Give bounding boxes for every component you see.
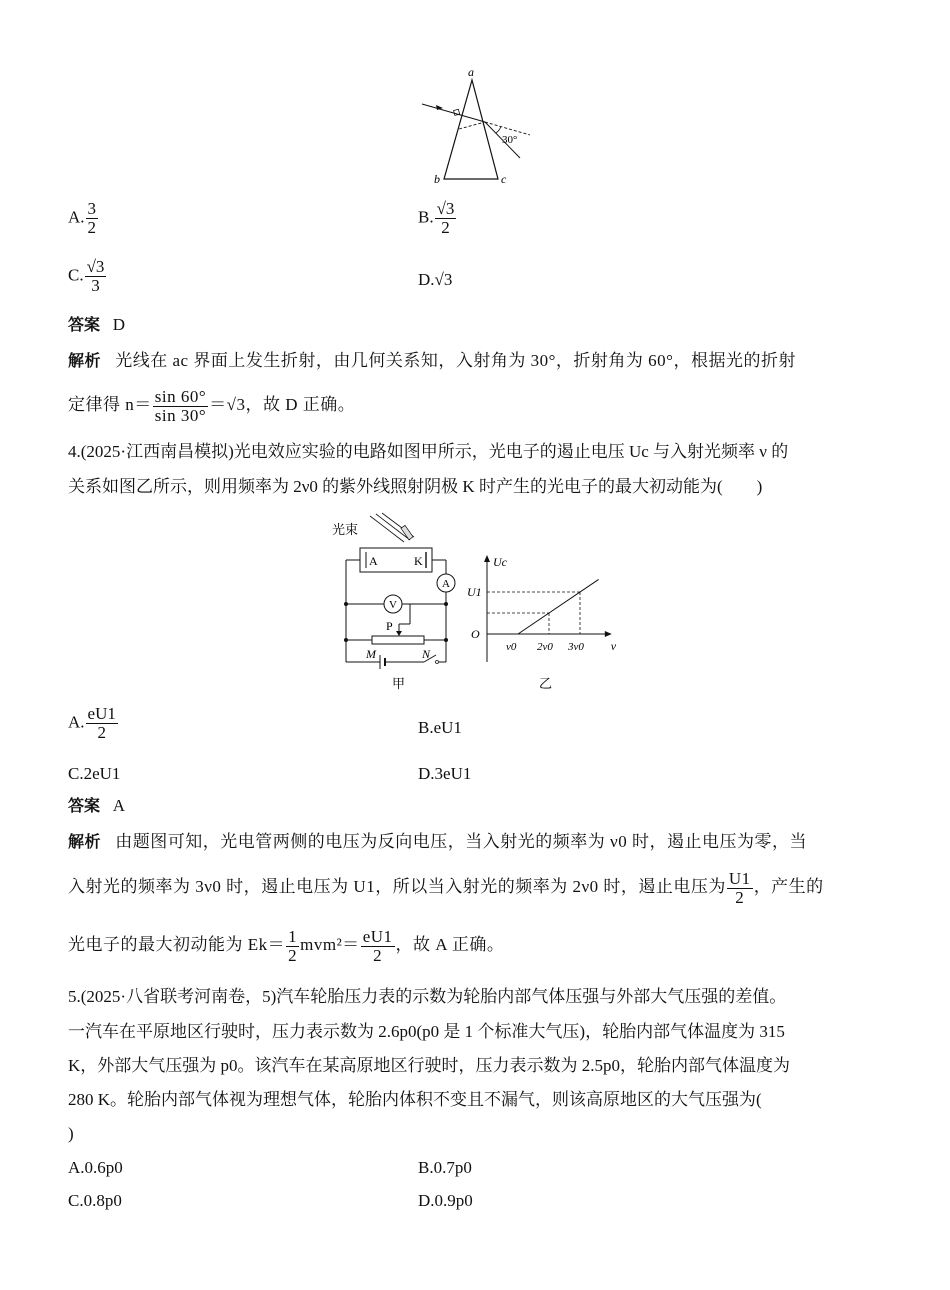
q4-option-b: B.eU1 — [418, 718, 462, 737]
q4-option-a: A. $\frac{eU1}{2}$ — [68, 704, 116, 742]
q4-analysis-line2: 入射光的频率为 3ν0 时，遏止电压为 U1，所以当入射光的频率为 2ν0 时，遏止电压为 $\frac{U1}{2}$ ，产生的 — [68, 868, 824, 907]
ammeter-label: A — [442, 578, 450, 590]
normal-dashed-left — [459, 122, 485, 129]
q5-stem-line5: ) — [68, 1124, 74, 1143]
x-axis-arrow — [605, 631, 612, 637]
cathode-label: K — [414, 554, 423, 568]
circuit-caption: 甲 — [392, 676, 406, 691]
series-line — [518, 579, 599, 634]
q5-option-c: C.0.8p0 — [68, 1191, 122, 1210]
junction-dot — [344, 638, 348, 642]
angle-arc — [496, 126, 501, 133]
slider-arrow — [396, 631, 402, 636]
y-axis-label: Uc — [493, 555, 507, 569]
q4-answer: 答案 A — [68, 796, 126, 815]
q4-analysis-line3: 光电子的最大初动能为 Ek＝ $\frac{1}{2}$ mvm²＝ $\frac{eU1}{2}$ ，故 A 正确。 — [68, 926, 505, 965]
chart-caption: 乙 — [539, 676, 553, 691]
vertex-label-b: b — [434, 172, 440, 186]
q4-analysis-fraction: $\frac{U1}{2}$ — [728, 868, 751, 907]
light-beam-label: 光束 — [332, 522, 359, 537]
q3-answer: 答案 D — [68, 315, 126, 334]
q5-option-d: D.0.9p0 — [418, 1191, 473, 1210]
vertex-label-a: a — [468, 65, 474, 79]
q3-option-c-fraction: $\frac{√3}{3}$ — [86, 257, 105, 295]
uc-nu-chart — [465, 552, 615, 692]
q3-option-a: A. $\frac{3}{2}$ — [68, 199, 97, 237]
q4-analysis-fraction-eu: $\frac{eU1}{2}$ — [362, 926, 393, 965]
q3-option-c: C. $\frac{√3}{3}$ — [68, 257, 105, 295]
circuit-figure — [330, 512, 465, 692]
origin-label: O — [471, 627, 480, 641]
q5-stem-line2: 一汽车在平原地区行驶时，压力表示数为 2.6p0(p0 是 1 个标准大气压)，轮胎内部气体温度为 315 — [68, 1022, 785, 1041]
switch-contact — [436, 661, 439, 664]
q5-stem-line1: 5.(2025·八省联考河南卷，5)汽车轮胎压力表的示数为轮胎内部气体压强与外部大气压强的差值。 — [68, 987, 787, 1006]
right-angle-mark — [454, 109, 460, 115]
q4-option-c: C.2eU1 — [68, 764, 121, 783]
junction-dot — [444, 602, 448, 606]
light-beam-ray — [370, 516, 404, 542]
q4-analysis-line1: 解析 由题图可知，光电管两侧的电压为反向电压，当入射光的频率为 ν0 时，遏止电压为零，当 — [68, 832, 807, 851]
q5-option-b: B.0.7p0 — [418, 1158, 472, 1177]
rheostat — [372, 636, 424, 644]
end-label-m: M — [366, 647, 376, 661]
q4-analysis-fraction-half: $\frac{1}{2}$ — [288, 926, 298, 965]
slider-label: P — [386, 619, 393, 633]
x-axis-label: ν — [610, 639, 617, 653]
q3-option-d: D.√3 — [418, 270, 453, 289]
q4-option-d: D.3eU1 — [418, 764, 472, 783]
junction-dot — [444, 638, 448, 642]
q3-analysis-fraction: $\frac{\sin 60^\circ}{\sin 30^\circ}$ — [154, 386, 207, 425]
q3-option-b: B. $\frac{√3}{2}$ — [418, 199, 455, 237]
q3-analysis-line2: 定律得 n＝ $\frac{\sin 60^\circ}{\sin 30^\circ}$ ＝√3，故 D 正确。 — [68, 386, 356, 425]
x-tick-label: 2ν0 — [537, 641, 553, 653]
q5-stem-line4: 280 K。轮胎内部气体视为理想气体，轮胎内体积不变且不漏气，则该高原地区的大气压强为( — [68, 1090, 762, 1109]
vertex-label-c: c — [501, 172, 507, 186]
x-tick-label: 3ν0 — [568, 641, 584, 653]
q3-option-a-fraction: $\frac{3}{2}$ — [87, 199, 97, 237]
q5-option-a: A.0.6p0 — [68, 1158, 123, 1177]
q4-stem-line1: 4.(2025·江西南昌模拟)光电效应实验的电路如图甲所示，光电子的遏止电压 Uc 与入射光频率 ν 的 — [68, 442, 789, 461]
x-tick-label: ν0 — [506, 641, 517, 653]
junction-dot — [344, 602, 348, 606]
q3-option-b-fraction: $\frac{√3}{2}$ — [436, 199, 455, 237]
y-axis-arrow — [484, 555, 490, 562]
q4-stem-line2: 关系如图乙所示，则用频率为 2ν0 的紫外线照射阴极 K 时产生的光电子的最大初动能为( ) — [68, 477, 763, 496]
anode-label: A — [369, 554, 378, 568]
prism-triangle — [444, 80, 498, 179]
y-tick-label: U1 — [467, 585, 482, 599]
voltmeter-label: V — [389, 599, 397, 611]
q5-stem-line3: K，外部大气压强为 p0。该汽车在某高原地区行驶时，压力表示数为 2.5p0，轮胎内部气体温度为 — [68, 1056, 791, 1075]
q3-analysis-line1: 解析 光线在 ac 界面上发生折射，由几何关系知，入射角为 30°，折射角为 60°，根据光的折射 — [68, 351, 796, 370]
end-label-n: N — [422, 647, 431, 661]
prism-figure — [410, 62, 540, 188]
angle-label: 30° — [502, 134, 518, 146]
q4-option-a-fraction: $\frac{eU1}{2}$ — [87, 704, 116, 742]
